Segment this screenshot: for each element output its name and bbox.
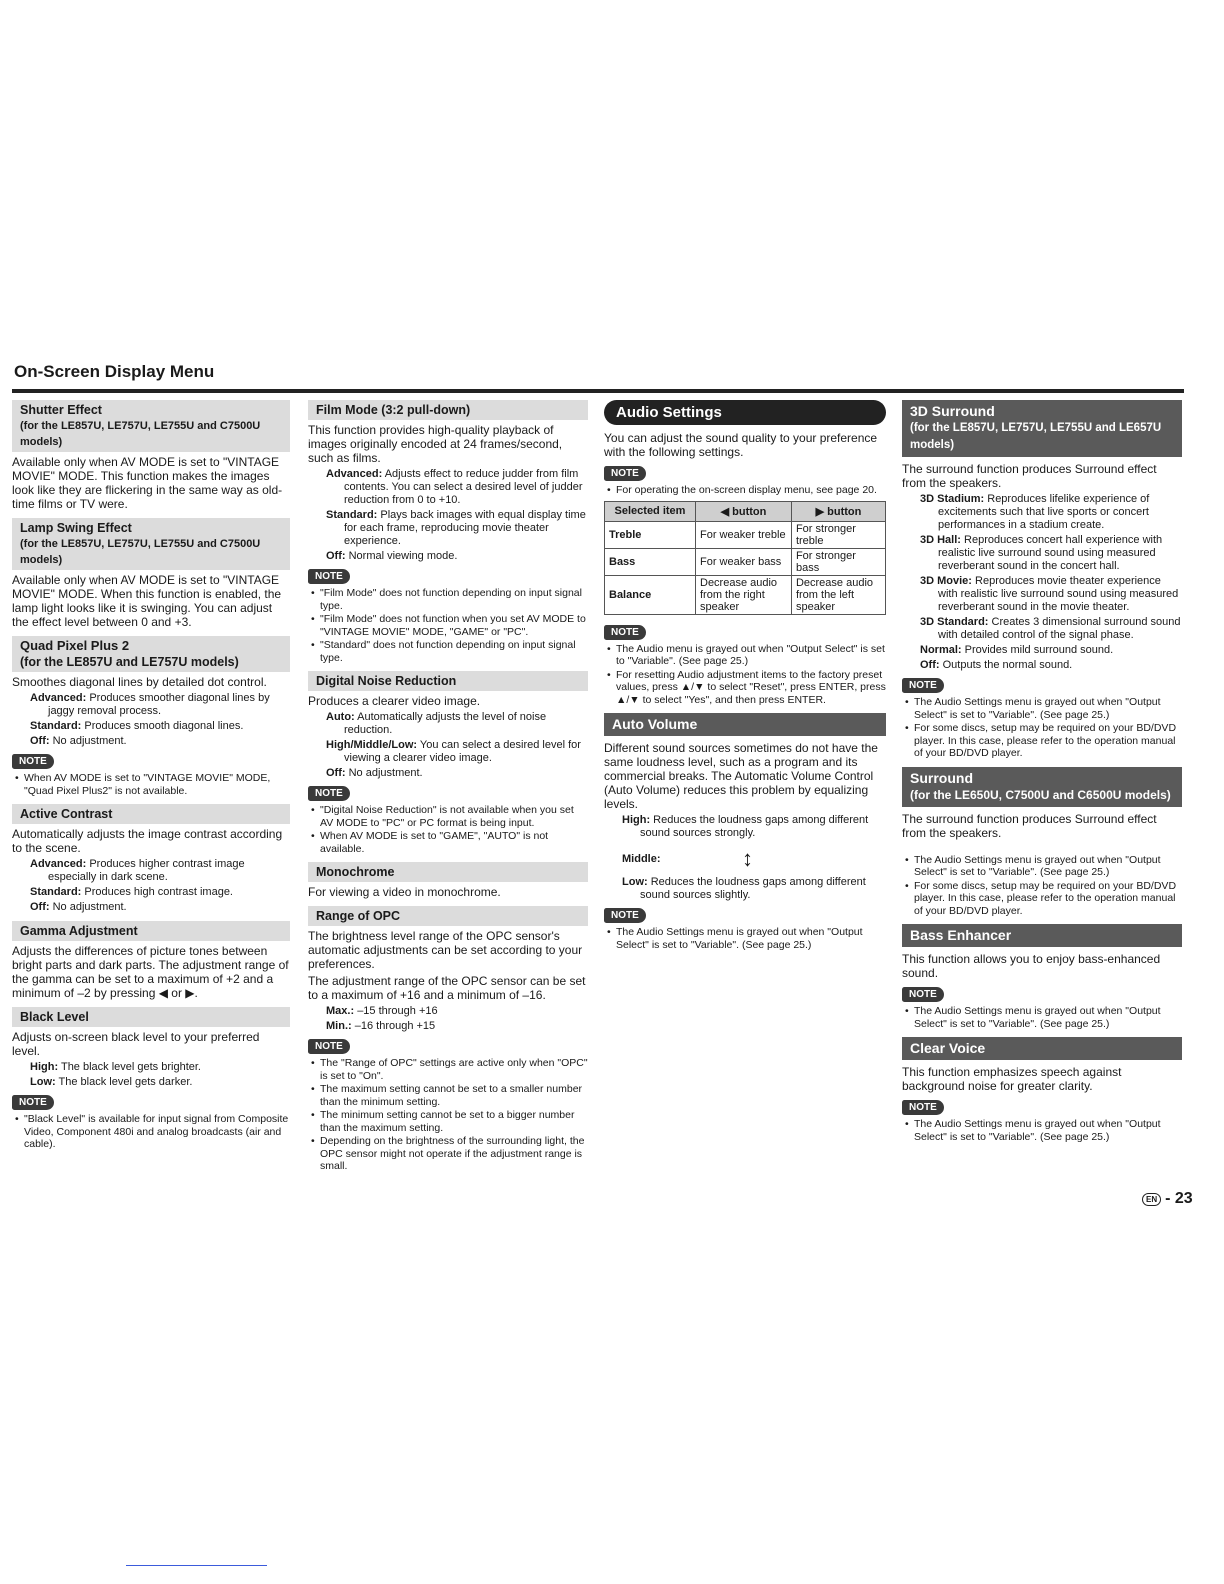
note-list bbox=[604, 643, 886, 707]
heading-title: Shutter Effect bbox=[20, 403, 102, 417]
note-badge: NOTE bbox=[308, 786, 350, 801]
section-description: Available only when AV MODE is set to "VINTAGE MOVIE" MODE. This function makes the images look like they are flickering in the same way as old-time films or TV were. bbox=[12, 455, 283, 511]
note-item: • The Audio Settings menu is grayed out when "Output Select" is set to "Variable". (See page 25.) bbox=[616, 926, 886, 951]
option-item bbox=[12, 735, 290, 748]
heading-title: Lamp Swing Effect bbox=[20, 521, 132, 535]
option-key: Off: bbox=[326, 550, 346, 562]
section-heading bbox=[902, 400, 1182, 457]
option-item bbox=[12, 1061, 290, 1074]
option-key: 3D Standard: bbox=[920, 616, 989, 628]
section-heading bbox=[902, 767, 1182, 807]
heading-subtitle: (for the LE650U, C7500U and C6500U models) bbox=[910, 787, 1171, 802]
range-opc-section bbox=[308, 906, 588, 1173]
section-description: Different sound sources sometimes do not have the same loudness level, such as a program and its commercial breaks. The Automatic Volume Control (Auto Volume) reduces this problem by equalizing levels. bbox=[604, 741, 878, 811]
option-value: –15 through +16 bbox=[357, 1005, 438, 1017]
option-value: No adjustment. bbox=[52, 735, 127, 747]
section-description: Adjusts on-screen black level to your preferred level. bbox=[12, 1030, 260, 1058]
option-item bbox=[902, 659, 1182, 672]
option-key: Low: bbox=[622, 876, 648, 888]
note-list bbox=[902, 1118, 1182, 1143]
audio-table bbox=[604, 501, 886, 615]
note-item: • When AV MODE is set to "GAME", "AUTO" is not available. bbox=[320, 830, 588, 855]
option-item bbox=[12, 886, 290, 899]
title-rule bbox=[12, 389, 1184, 393]
table-cell: Balance bbox=[605, 575, 696, 614]
option-value: Produces higher contrast image especially in dark scene. bbox=[48, 858, 245, 883]
en-language-icon: EN bbox=[1142, 1193, 1161, 1206]
option-value: Provides mild surround sound. bbox=[964, 644, 1114, 656]
note-item: • "Film Mode" does not function depending on input signal type. bbox=[320, 587, 588, 612]
option-value: Produces high contrast image. bbox=[84, 886, 233, 898]
section-description: The adjustment range of the OPC sensor can be set to a maximum of +16 and a minimum of –16. bbox=[308, 974, 586, 1002]
option-key: Advanced: bbox=[30, 692, 87, 704]
note-badge: NOTE bbox=[902, 678, 944, 693]
section-heading: Digital Noise Reduction bbox=[308, 671, 588, 691]
option-value: You can select a desired level for viewing a clearer video image. bbox=[344, 739, 581, 764]
black-level-section bbox=[12, 1007, 290, 1151]
note-item: • "Standard" does not function depending on input signal type. bbox=[320, 639, 588, 664]
option-value: Outputs the normal sound. bbox=[942, 659, 1073, 671]
option-key: High: bbox=[30, 1061, 59, 1073]
note-item: • For operating the on-screen display menu, see page 20. bbox=[616, 484, 886, 497]
section-heading: Range of OPC bbox=[308, 906, 588, 926]
middle-row bbox=[604, 842, 886, 876]
option-key: Max.: bbox=[326, 1005, 355, 1017]
option-key: Off: bbox=[920, 659, 940, 671]
option-value: Normal viewing mode. bbox=[348, 550, 458, 562]
table-cell: For weaker treble bbox=[696, 521, 792, 548]
section-description: Available only when AV MODE is set to "VINTAGE MOVIE" MODE. When this function is enabled, the lamp light looks like it is swinging. You can adjust the effect level between 0 and +3. bbox=[12, 573, 282, 629]
lamp-swing-section bbox=[12, 518, 290, 629]
option-key: Off: bbox=[30, 901, 50, 913]
option-value: Creates 3 dimensional surround sound with detailed control of the signal phase. bbox=[938, 616, 1181, 641]
table-header: ◀ button bbox=[696, 501, 792, 521]
option-key: Normal: bbox=[920, 644, 962, 656]
note-item: • "Black Level" is available for input signal from Composite Video, Component 480i and analog broadcasts (air and cable). bbox=[24, 1113, 290, 1151]
note-list bbox=[902, 696, 1182, 760]
section-description: For viewing a video in monochrome. bbox=[308, 885, 501, 899]
section-description: Smoothes diagonal lines by detailed dot control. bbox=[12, 675, 267, 689]
option-item bbox=[12, 901, 290, 914]
section-heading bbox=[12, 518, 290, 570]
note-list bbox=[308, 587, 588, 664]
section-heading bbox=[12, 400, 290, 452]
section-heading: Gamma Adjustment bbox=[12, 921, 290, 941]
heading-subtitle: (for the LE857U, LE757U, LE755U and LE657U models) bbox=[910, 422, 1162, 451]
table-cell: For stronger treble bbox=[791, 521, 885, 548]
note-item: • Depending on the brightness of the surrounding light, the OPC sensor might not operate if the adjustment range is small. bbox=[320, 1135, 588, 1173]
note-list bbox=[902, 1005, 1182, 1030]
option-item bbox=[12, 858, 290, 884]
option-item bbox=[308, 1020, 588, 1033]
note-item: • The Audio Settings menu is grayed out when "Output Select" is set to "Variable". (See page 25.) bbox=[914, 854, 1182, 879]
note-list bbox=[308, 1057, 588, 1173]
note-badge: NOTE bbox=[604, 625, 646, 640]
option-key: Standard: bbox=[30, 720, 82, 732]
heading-title: Quad Pixel Plus 2 bbox=[20, 638, 130, 653]
table-cell: Bass bbox=[605, 548, 696, 575]
option-key: Auto: bbox=[326, 711, 355, 723]
note-item: • "Digital Noise Reduction" is not available when you set AV MODE to "PC" or PC format is being input. bbox=[320, 804, 588, 829]
option-value: –16 through +15 bbox=[354, 1020, 436, 1032]
clear-voice-section bbox=[902, 1037, 1182, 1143]
section-heading: Monochrome bbox=[308, 862, 588, 882]
section-heading bbox=[12, 636, 290, 672]
option-key: Advanced: bbox=[30, 858, 87, 870]
section-heading: Clear Voice bbox=[902, 1037, 1182, 1060]
option-key: High/Middle/Low: bbox=[326, 739, 418, 751]
note-item: • The Audio menu is grayed out when "Output Select" is set to "Variable". (See page 25.) bbox=[616, 643, 886, 668]
table-header: Selected item bbox=[605, 501, 696, 521]
note-badge: NOTE bbox=[604, 908, 646, 923]
note-item: • For resetting Audio adjustment items to the factory preset values, press ▲/▼ to select "Reset", press ENTER, press ▲/▼ to select "Yes", and then press ENTER. bbox=[616, 669, 886, 707]
option-item bbox=[902, 616, 1182, 642]
table-cell: Decrease audio from the left speaker bbox=[791, 575, 885, 614]
note-item: • The minimum setting cannot be set to a bigger number than the maximum setting. bbox=[320, 1109, 588, 1134]
note-badge: NOTE bbox=[308, 1039, 350, 1054]
option-item bbox=[308, 509, 588, 548]
option-value: Produces smoother diagonal lines by jaggy removal process. bbox=[48, 692, 270, 717]
option-key: Standard: bbox=[30, 886, 82, 898]
digital-noise-section bbox=[308, 671, 588, 855]
option-key: 3D Movie: bbox=[920, 575, 972, 587]
note-badge: NOTE bbox=[12, 754, 54, 769]
option-key: 3D Stadium: bbox=[920, 493, 985, 505]
column-4 bbox=[902, 400, 1182, 1150]
note-list bbox=[308, 804, 588, 855]
option-item bbox=[308, 711, 588, 737]
footer-line bbox=[126, 1565, 267, 1566]
gamma-section bbox=[12, 921, 290, 1000]
page-title: On-Screen Display Menu bbox=[14, 362, 215, 381]
option-value: Plays back images with equal display time for each frame, reproducing movie theater experience. bbox=[344, 509, 586, 547]
heading-title: 3D Surround bbox=[910, 403, 995, 419]
option-key: Standard: bbox=[326, 509, 378, 521]
option-key: High: bbox=[622, 814, 651, 826]
table-row bbox=[605, 521, 886, 548]
table-row bbox=[605, 575, 886, 614]
section-description: This function emphasizes speech against background noise for greater clarity. bbox=[902, 1065, 1122, 1093]
table-cell: Decrease audio from the right speaker bbox=[696, 575, 792, 614]
3d-surround-section bbox=[902, 400, 1182, 760]
quad-pixel-section bbox=[12, 636, 290, 797]
bass-enhancer-section bbox=[902, 924, 1182, 1030]
section-heading: Auto Volume bbox=[604, 713, 886, 736]
up-down-arrow-icon: ↕ bbox=[742, 846, 753, 871]
option-item bbox=[12, 1076, 290, 1089]
option-item bbox=[12, 692, 290, 718]
column-2 bbox=[308, 400, 588, 1180]
section-heading: Active Contrast bbox=[12, 804, 290, 824]
section-heading: Bass Enhancer bbox=[902, 924, 1182, 947]
audio-settings-title: Audio Settings bbox=[604, 400, 886, 425]
section-description: The surround function produces Surround effect from the speakers. bbox=[902, 462, 1157, 490]
option-item bbox=[902, 644, 1182, 657]
note-item: • The Audio Settings menu is grayed out when "Output Select" is set to "Variable". (See page 25.) bbox=[914, 696, 1182, 721]
note-badge: NOTE bbox=[902, 1100, 944, 1115]
note-item: • For some discs, setup may be required on your BD/DVD player. In this case, please refer to the operation manual of your BD/DVD player. bbox=[914, 722, 1182, 760]
section-description: This function allows you to enjoy bass-enhanced sound. bbox=[902, 952, 1161, 980]
note-item: • For some discs, setup may be required on your BD/DVD player. In this case, please refer to the operation manual of your BD/DVD player. bbox=[914, 880, 1182, 918]
section-description: Adjusts the differences of picture tones between bright parts and dark parts. The adjustment range of the gamma can be set to a maximum of +2 and a minimum of –2 by pressing ◀ or ▶. bbox=[12, 944, 289, 1000]
option-item bbox=[308, 739, 588, 765]
option-item bbox=[308, 767, 588, 780]
film-mode-section bbox=[308, 400, 588, 664]
note-badge: NOTE bbox=[604, 466, 646, 481]
note-item: • The "Range of OPC" settings are active only when "OPC" is set to "On". bbox=[320, 1057, 588, 1082]
option-value: Automatically adjusts the level of noise reduction. bbox=[344, 711, 547, 736]
table-cell: For stronger bass bbox=[791, 548, 885, 575]
heading-subtitle: (for the LE857U, LE757U, LE755U and C7500U models) bbox=[20, 420, 261, 448]
option-value: Reduces the loudness gaps among different sound sources slightly. bbox=[640, 876, 866, 901]
table-header: ▶ button bbox=[791, 501, 885, 521]
option-key: Off: bbox=[326, 767, 346, 779]
option-item bbox=[604, 814, 886, 840]
option-item bbox=[12, 720, 290, 733]
option-value: Reproduces lifelike experience of excitements such that live sports or concert performances in a stadium create. bbox=[938, 493, 1150, 531]
note-list bbox=[12, 1113, 290, 1151]
option-item bbox=[308, 1005, 588, 1018]
option-value: Reduces the loudness gaps among different sound sources strongly. bbox=[640, 814, 869, 839]
heading-title: Surround bbox=[910, 769, 973, 786]
note-item: • When AV MODE is set to "VINTAGE MOVIE" MODE, "Quad Pixel Plus2" is not available. bbox=[24, 772, 290, 797]
option-value: No adjustment. bbox=[348, 767, 423, 779]
audio-settings-section bbox=[604, 400, 886, 706]
heading-subtitle: (for the LE857U, LE757U, LE755U and C7500U models) bbox=[20, 538, 261, 566]
option-value: The black level gets darker. bbox=[58, 1076, 193, 1088]
option-item bbox=[604, 876, 886, 902]
note-item: • The maximum setting cannot be set to a smaller number than the minimum setting. bbox=[320, 1083, 588, 1108]
option-value: Adjusts effect to reduce judder from film contents. You can select a desired level of judder reduction from 0 to +10. bbox=[344, 468, 583, 506]
column-1 bbox=[12, 400, 290, 1158]
page-number bbox=[1142, 1190, 1193, 1208]
table-cell: Treble bbox=[605, 521, 696, 548]
active-contrast-section bbox=[12, 804, 290, 914]
section-description: The surround function produces Surround effect from the speakers. bbox=[902, 811, 1157, 840]
page-number-text: - 23 bbox=[1165, 1190, 1193, 1207]
section-heading: Black Level bbox=[12, 1007, 290, 1027]
option-value: Reproduces concert hall experience with realistic live surround sound using measured reverberant sound in the concert hall. bbox=[938, 534, 1163, 572]
section-description: Produces a clearer video image. bbox=[308, 694, 481, 708]
note-list bbox=[604, 926, 886, 951]
option-key: 3D Hall: bbox=[920, 534, 961, 546]
note-item: • The Audio Settings menu is grayed out when "Output Select" is set to "Variable". (See page 25.) bbox=[914, 1005, 1182, 1030]
section-description: You can adjust the sound quality to your preference with the following settings. bbox=[604, 431, 878, 459]
note-item: • The Audio Settings menu is grayed out when "Output Select" is set to "Variable". (See page 25.) bbox=[914, 1118, 1182, 1143]
middle-label: Middle: bbox=[622, 853, 661, 865]
option-key: Min.: bbox=[326, 1020, 352, 1032]
option-value: No adjustment. bbox=[52, 901, 127, 913]
note-badge: NOTE bbox=[308, 569, 350, 584]
monochrome-section bbox=[308, 862, 588, 899]
option-item bbox=[902, 534, 1182, 573]
option-item bbox=[308, 468, 588, 507]
note-list bbox=[902, 854, 1182, 918]
note-list bbox=[12, 772, 290, 797]
option-item bbox=[902, 575, 1182, 614]
option-key: Low: bbox=[30, 1076, 56, 1088]
heading-subtitle: (for the LE857U and LE757U models) bbox=[20, 655, 239, 669]
section-description: This function provides high-quality playback of images originally encoded at 24 frames/second, such as films. bbox=[308, 423, 563, 465]
note-item: • "Film Mode" does not function when you set AV MODE to "VINTAGE MOVIE" MODE, "GAME" or "PC". bbox=[320, 613, 588, 638]
option-value: Reproduces movie theater experience with realistic live surround sound using measured reverberant sound in the movie theater. bbox=[938, 575, 1179, 613]
auto-volume-section bbox=[604, 713, 886, 951]
table-cell: For weaker bass bbox=[696, 548, 792, 575]
note-list bbox=[604, 484, 886, 497]
note-badge: NOTE bbox=[902, 987, 944, 1002]
table-row bbox=[605, 548, 886, 575]
option-key: Off: bbox=[30, 735, 50, 747]
section-heading: Film Mode (3:2 pull-down) bbox=[308, 400, 588, 420]
option-value: The black level gets brighter. bbox=[60, 1061, 201, 1073]
shutter-effect-section bbox=[12, 400, 290, 511]
surround-section bbox=[902, 767, 1182, 918]
table-header-row bbox=[605, 501, 886, 521]
option-item bbox=[308, 550, 588, 563]
column-3 bbox=[604, 400, 886, 958]
section-description: The brightness level range of the OPC sensor's automatic adjustments can be set according to your preferences. bbox=[308, 929, 583, 971]
option-item bbox=[902, 493, 1182, 532]
option-key: Advanced: bbox=[326, 468, 383, 480]
note-badge: NOTE bbox=[12, 1095, 54, 1110]
section-description: Automatically adjusts the image contrast according to the scene. bbox=[12, 827, 283, 855]
option-value: Produces smooth diagonal lines. bbox=[84, 720, 244, 732]
